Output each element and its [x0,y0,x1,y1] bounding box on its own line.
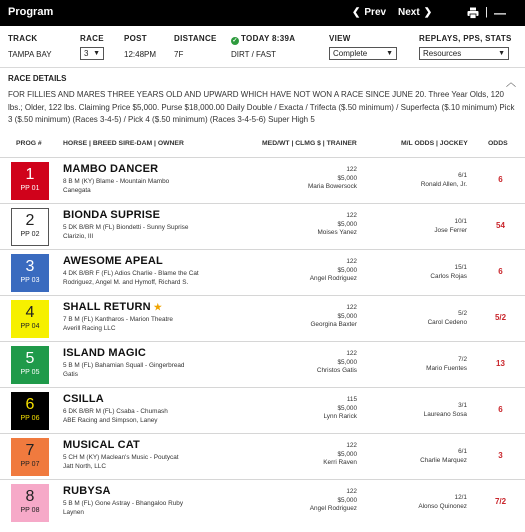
med-weight-claim-trainer [323,396,357,422]
program-number: 7 [25,442,35,459]
program-number: 5 [25,350,35,367]
program-number: 4 [25,304,35,321]
live-odds: 6 [498,405,503,414]
race-select-value: 3 [84,49,89,58]
resources-select-value: Resources [423,49,462,58]
resources-select[interactable] [419,47,509,60]
program-number-badge [11,254,49,292]
table-row[interactable] [0,479,525,525]
divider [0,67,525,68]
horse-name[interactable] [63,255,166,267]
distance-label: DISTANCE [174,34,217,43]
track-value: TAMPA BAY [8,50,52,59]
trainer: Georgina Baxter [310,321,357,328]
med-weight-claim-trainer [310,304,357,330]
med-weight-claim-trainer [317,350,357,376]
live-odds: 3 [498,451,503,460]
star-icon: ★ [153,302,163,312]
horse-name-text: CSILLA [63,393,104,405]
table-header [0,140,525,152]
next-button[interactable] [398,7,432,18]
race-details-text: FOR FILLIES AND MARES THREE YEARS OLD AND UPWARD WHICH HAVE NOT WON A RACE SINCE JUNE 20. Three Year Olds, 120 lbs.; Older, 122 lbs. Claiming Price $5,000. Purse $18,000.00 Daily Double / Exacta / Trifecta ($.50 minimum) / Superfecta ($.10 minimum) Pick 3 ($.50 minimum) (Races 3-4-5) / Pick 4 ($.50 minimum) (Races 3-4-5-6) Super High 5 [8,90,515,124]
horse-name-text: ISLAND MAGIC [63,347,147,359]
horse-name-text: MUSICAL CAT [63,439,140,451]
weight: 122 [346,488,357,495]
morning-line-jockey [418,494,467,511]
claiming-price: $5,000 [337,174,357,182]
breed-sire-dam: 5 B M (FL) Gone Astray - Bhangaloo Ruby [63,500,184,507]
horse-name[interactable] [63,163,161,175]
check-circle-icon: ✓ [232,38,238,44]
med-weight-claim-trainer [317,212,357,238]
chevron-down-icon: ▼ [386,50,393,57]
program-number: 6 [25,396,35,413]
trainer: Christos Gatis [316,367,357,374]
horse-name-text: SHALL RETURN [63,301,151,313]
horse-name[interactable] [63,209,163,221]
table-row[interactable] [0,157,525,203]
program-number: 3 [25,258,35,275]
weight: 122 [346,350,357,357]
table-row[interactable] [0,387,525,433]
morning-line-jockey [424,402,467,419]
owner: Clarizio, III [63,233,94,240]
morning-line-jockey [420,448,467,465]
morning-line-odds: 12/1 [454,494,467,501]
weight: 122 [346,442,357,449]
jockey: Carol Cedeno [427,318,467,326]
prev-button[interactable] [352,7,386,18]
jockey: Carlos Rojas [430,272,467,280]
horse-name-text: MAMBO DANCER [63,163,159,175]
next-label: Next [398,7,420,18]
post-position: PP 05 [20,369,40,376]
live-odds: 54 [496,221,505,230]
program-number-badge [11,392,49,430]
morning-line-odds: 10/1 [454,218,467,225]
program-number-badge [11,208,49,246]
live-odds: 13 [496,359,505,368]
program-number-badge [11,484,49,522]
program-number: 8 [25,488,35,505]
trainer: Maria Bowersock [307,183,357,190]
view-select[interactable] [329,47,397,60]
breed-sire-dam: 5 DK B/BR M (FL) Biondetti - Sunny Suprise [63,224,189,231]
claiming-price: $5,000 [337,404,357,412]
chevron-up-icon[interactable]: ︿ [506,78,516,89]
owner: Canegata [63,187,91,194]
morning-line-jockey [421,172,467,189]
program-number-badge [11,438,49,476]
weight: 122 [346,166,357,173]
horse-name[interactable] [63,301,162,313]
chevron-down-icon: ▼ [498,50,505,57]
col-prog: PROG # [16,140,42,147]
col-ml: M/L ODDS | JOCKEY [401,140,468,147]
claiming-price: $5,000 [337,358,357,366]
med-weight-claim-trainer [310,488,357,514]
post-label: POST [124,34,147,43]
printer-icon[interactable] [467,6,479,24]
morning-line-odds: 6/1 [458,448,467,455]
post-position: PP 04 [20,323,40,330]
breed-sire-dam: 8 B M (KY) Blame - Mountain Mambo [63,178,170,185]
live-odds: 6 [498,267,503,276]
trainer: Angel Rodriguez [309,275,357,282]
weight: 122 [346,258,357,265]
col-odds: ODDS [488,140,508,147]
horse-name-text: BIONDA SUPRISE [63,209,161,221]
chevron-down-icon: ▼ [93,50,100,57]
jockey: Mario Fuentes [426,364,467,372]
owner: ABE Racing and Simpson, Laney [63,417,158,424]
chevron-left-icon: ❮ [352,7,361,18]
post-position: PP 01 [20,185,40,192]
horse-name[interactable] [63,439,143,451]
post-position: PP 02 [20,231,40,238]
weight: 122 [346,304,357,311]
prev-label: Prev [364,7,387,18]
live-odds: 6 [498,175,503,184]
distance-value: 7F [174,50,184,59]
program-number-badge [11,162,49,200]
breed-sire-dam: 4 DK B/BR F (FL) Adios Charlie - Blame the Cat [63,270,199,277]
jockey: Charlie Marquez [420,456,467,464]
race-select[interactable] [80,47,104,60]
horse-name[interactable] [63,485,114,497]
claiming-price: $5,000 [337,266,357,274]
weight: 122 [346,212,357,219]
trainer: Kerri Raven [323,459,357,466]
program-header [0,0,525,26]
surface-value: DIRT / FAST [231,50,277,59]
claiming-price: $5,000 [337,312,357,320]
post-position: PP 08 [20,507,40,514]
horse-name-text: RUBYSA [63,485,111,497]
claiming-price: $5,000 [337,220,357,228]
race-filters [0,32,525,68]
owner: Rodriguez, Angel M. and Hymoff, Richard S. [63,279,189,286]
minimize-icon[interactable]: — [494,6,506,20]
chevron-right-icon: ❯ [423,7,433,18]
morning-line-odds: 6/1 [458,172,467,179]
view-select-value: Complete [333,49,368,58]
jockey: Alonso Quinonez [418,502,467,510]
table-row[interactable] [0,433,525,479]
trainer: Moises Yanez [317,229,357,236]
breed-sire-dam: 5 B M (FL) Bahamian Squall - Gingerbread [63,362,185,369]
trainer: Lynn Rarick [323,413,357,420]
program-number-badge [11,300,49,338]
header-separator: | [485,6,488,18]
race-label: RACE [80,34,104,43]
table-row[interactable] [0,341,525,387]
breed-sire-dam: 6 DK B/BR M (FL) Csaba - Chumash [63,408,168,415]
horse-name-text: AWESOME APEAL [63,255,163,267]
morning-line-odds: 7/2 [458,356,467,363]
med-weight-claim-trainer [310,258,357,284]
owner: Averill Racing LLC [63,325,116,332]
view-label: VIEW [329,34,351,43]
morning-line-odds: 15/1 [454,264,467,271]
program-number: 2 [25,212,35,229]
table-row[interactable] [0,203,525,249]
claiming-price: $5,000 [337,450,357,458]
med-weight-claim-trainer [323,442,357,468]
replays-label: REPLAYS, PPS, STATS [419,34,512,43]
post-position: PP 03 [20,277,40,284]
table-row[interactable] [0,295,525,341]
morning-line-jockey [428,310,467,327]
owner: Laynen [63,509,84,516]
jockey: Ronald Allen, Jr. [420,180,467,188]
today-text: TODAY 8:39A [241,34,296,43]
morning-line-odds: 5/2 [458,310,467,317]
live-odds: 5/2 [494,313,507,322]
morning-line-odds: 3/1 [458,402,467,409]
owner: Gatis [63,371,78,378]
med-weight-claim-trainer [308,166,357,192]
live-odds: 7/2 [494,497,507,506]
col-med: MED/WT | CLMG $ | TRAINER [262,140,357,147]
program-title: Program [8,6,54,18]
jockey: Jose Ferrer [434,226,467,234]
morning-line-jockey [426,356,467,373]
program-number-badge [11,346,49,384]
horse-name[interactable] [63,347,149,359]
morning-line-jockey [430,264,467,281]
today-label [231,34,295,45]
post-value: 12:48PM [124,50,157,59]
claiming-price: $5,000 [337,496,357,504]
track-label: TRACK [8,34,38,43]
owner: Jatt North, LLC [63,463,106,470]
program-number: 1 [25,166,35,183]
breed-sire-dam: 7 B M (FL) Kantharos - Marion Theatre [63,316,173,323]
trainer: Angel Rodriguez [309,505,357,512]
horse-name[interactable] [63,393,107,405]
morning-line-jockey [434,218,467,235]
weight: 115 [346,396,357,403]
race-details-heading: RACE DETAILS [8,74,67,83]
breed-sire-dam: 5 CH M (KY) Maclean's Music - Poutycat [63,454,179,461]
col-horse: HORSE | BREED SIRE-DAM | OWNER [63,140,184,147]
post-position: PP 06 [20,415,40,422]
post-position: PP 07 [20,461,40,468]
jockey: Laureano Sosa [423,410,467,418]
table-row[interactable] [0,249,525,295]
